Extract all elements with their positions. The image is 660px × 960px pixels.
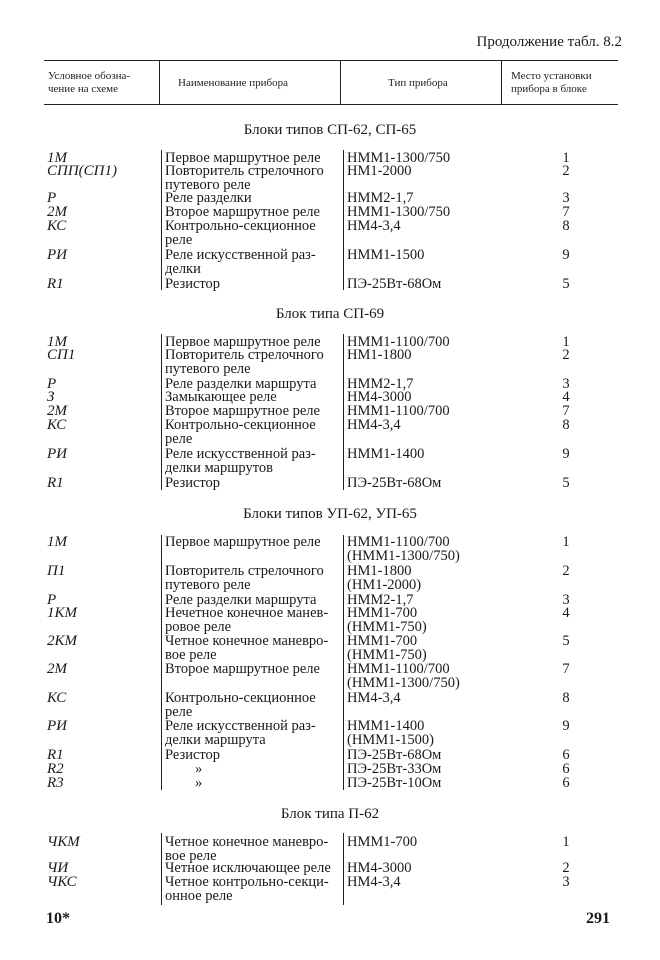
- device-type-line: НММ1-700: [347, 633, 418, 649]
- device-name-line: Контрольно-секционное: [165, 218, 316, 234]
- mounting-place-cell: 7: [562, 661, 570, 677]
- device-type-line: (НМ1-2000): [347, 577, 422, 593]
- device-name-line: делки маршрутов: [165, 460, 273, 476]
- mounting-place-cell: 8: [562, 218, 570, 234]
- column-rule-middle: [343, 150, 344, 290]
- column-header-name: Наименование прибора: [178, 77, 289, 89]
- column-header-designation: Условное обозна- чение на схеме: [48, 70, 131, 95]
- mounting-place-cell: 1: [562, 834, 570, 850]
- device-name-cell: [165, 564, 343, 592]
- device-type-cell: [347, 277, 497, 291]
- designation-cell: РИ: [47, 247, 67, 263]
- device-name-line: Контрольно-секционное: [165, 417, 316, 433]
- designation-cell: R1: [47, 475, 64, 491]
- designation-cell: ЧКМ: [47, 834, 80, 850]
- mounting-place-cell: 5: [562, 633, 570, 649]
- device-type-cell: [347, 762, 497, 776]
- device-type-cell: [347, 476, 497, 490]
- device-type-line: НМ4-3,4: [347, 218, 401, 234]
- device-name-line: Второе маршрутное реле: [165, 661, 320, 677]
- device-name-cell: [165, 191, 343, 205]
- designation-cell: 1М: [47, 334, 67, 350]
- device-type-cell: [347, 861, 497, 875]
- device-name-cell: [165, 762, 343, 776]
- mounting-place-cell: 2: [562, 347, 570, 363]
- device-name-line: делки маршрута: [165, 732, 266, 748]
- device-name-line: Четное контрольно-секци-: [165, 874, 329, 890]
- page-number: 291: [586, 910, 610, 927]
- device-name-cell: [165, 404, 343, 418]
- device-type-cell: [347, 875, 497, 889]
- device-name-line: вое реле: [165, 647, 217, 663]
- device-name-cell: [165, 390, 343, 404]
- device-type-line: НМ4-3000: [347, 860, 412, 876]
- designation-cell: КС: [47, 417, 67, 433]
- device-type-line: ПЭ-25Вт-68Ом: [347, 276, 442, 292]
- device-name-cell: [165, 447, 343, 475]
- header-bottom-rule: [44, 104, 618, 105]
- designation-cell: П1: [47, 563, 66, 579]
- device-name-line: Резистор: [165, 475, 221, 491]
- device-name-line: »: [195, 775, 203, 791]
- mounting-place-cell: 3: [562, 592, 570, 608]
- designation-cell: СП1: [47, 347, 76, 363]
- mounting-place-cell: 9: [562, 247, 570, 263]
- device-name-cell: [165, 418, 343, 446]
- designation-cell: РИ: [47, 446, 67, 462]
- device-type-cell: [347, 835, 497, 849]
- column-rule-middle: [343, 535, 344, 790]
- device-name-cell: [165, 606, 343, 634]
- device-type-cell: [347, 219, 497, 233]
- device-name-line: онное реле: [165, 888, 233, 904]
- mounting-place-cell: 8: [562, 690, 570, 706]
- device-type-line: НММ1-1100/700: [347, 403, 450, 419]
- device-name-cell: [165, 277, 343, 291]
- device-type-line: НМ1-1800: [347, 347, 412, 363]
- device-name-cell: [165, 875, 343, 903]
- device-name-line: Резистор: [165, 747, 221, 763]
- mounting-place-cell: 9: [562, 718, 570, 734]
- device-type-cell: [347, 348, 497, 362]
- device-name-cell: [165, 248, 343, 276]
- device-type-line: НММ1-1100/700: [347, 661, 450, 677]
- device-type-cell: [347, 662, 497, 690]
- designation-cell: СПП(СП1): [47, 163, 117, 179]
- device-type-line: ПЭ-25Вт-68Ом: [347, 747, 442, 763]
- device-name-line: Контрольно-секционное: [165, 690, 316, 706]
- mounting-place-cell: 7: [562, 204, 570, 220]
- mounting-place-cell: 2: [562, 163, 570, 179]
- column-header-place: Место установки прибора в блоке: [511, 70, 592, 95]
- device-name-line: вое реле: [165, 848, 217, 864]
- mounting-place-cell: 5: [562, 276, 570, 292]
- section-title: Блоки типов СП-62, СП-65: [243, 122, 417, 138]
- designation-cell: З: [47, 389, 55, 405]
- mounting-place-cell: 1: [562, 534, 570, 550]
- header-divider-2: [340, 60, 341, 104]
- designation-cell: Р: [47, 190, 57, 206]
- mounting-place-cell: 2: [562, 860, 570, 876]
- device-type-cell: [347, 248, 497, 262]
- column-rule-left: [161, 833, 162, 905]
- device-name-line: Первое маршрутное реле: [165, 534, 321, 550]
- device-type-cell: [347, 404, 497, 418]
- device-type-cell: [347, 634, 497, 662]
- device-name-line: Второе маршрутное реле: [165, 204, 320, 220]
- device-name-line: реле: [165, 431, 193, 447]
- device-type-line: ПЭ-25Вт-33Ом: [347, 761, 442, 777]
- device-name-line: Четное конечное маневро-: [165, 834, 329, 850]
- device-name-line: Нечетное конечное манев-: [165, 605, 329, 621]
- device-name-cell: [165, 748, 343, 762]
- device-type-line: НММ1-700: [347, 605, 418, 621]
- table-continuation-label: Продолжение табл. 8.2: [476, 34, 622, 50]
- device-name-line: Реле разделки маршрута: [165, 592, 317, 608]
- device-type-line: (НММ1-1500): [347, 732, 434, 748]
- device-name-line: Резистор: [165, 276, 221, 292]
- device-name-cell: [165, 476, 343, 490]
- device-type-line: ПЭ-25Вт-68Ом: [347, 475, 442, 491]
- designation-cell: R1: [47, 747, 64, 763]
- device-name-line: Реле разделки: [165, 190, 252, 206]
- mounting-place-cell: 4: [562, 605, 570, 621]
- section-title: Блоки типов УП-62, УП-65: [243, 506, 417, 522]
- device-type-line: ПЭ-25Вт-10Ом: [347, 775, 442, 791]
- device-name-cell: [165, 861, 343, 875]
- device-name-line: ровое реле: [165, 619, 232, 635]
- section-title: Блок типа П-62: [280, 806, 380, 822]
- device-name-cell: [165, 776, 343, 790]
- designation-cell: 1М: [47, 150, 67, 166]
- designation-cell: КС: [47, 218, 67, 234]
- mounting-place-cell: 3: [562, 376, 570, 392]
- device-name-cell: [165, 205, 343, 219]
- header-divider-1: [159, 60, 160, 104]
- mounting-place-cell: 1: [562, 150, 570, 166]
- device-name-cell: [165, 164, 343, 192]
- designation-cell: Р: [47, 376, 57, 392]
- designation-cell: 2М: [47, 204, 67, 220]
- column-rule-left: [161, 150, 162, 290]
- device-type-line: НМ4-3,4: [347, 690, 401, 706]
- designation-cell: ЧИ: [47, 860, 69, 876]
- mounting-place-cell: 6: [562, 761, 570, 777]
- device-name-cell: [165, 719, 343, 747]
- device-type-line: НММ2-1,7: [347, 592, 414, 608]
- device-name-line: Реле разделки маршрута: [165, 376, 317, 392]
- designation-cell: 1КМ: [47, 605, 77, 621]
- device-name-line: реле: [165, 232, 193, 248]
- designation-cell: R3: [47, 775, 64, 791]
- device-type-cell: [347, 748, 497, 762]
- device-name-line: Реле искусственной раз-: [165, 718, 316, 734]
- device-name-line: путевого реле: [165, 177, 251, 193]
- device-type-line: НММ2-1,7: [347, 376, 414, 392]
- device-type-line: (НММ1-750): [347, 619, 427, 635]
- device-type-cell: [347, 164, 497, 178]
- mounting-place-cell: 7: [562, 403, 570, 419]
- device-name-line: путевого реле: [165, 361, 251, 377]
- header-divider-3: [501, 60, 502, 104]
- column-rule-middle: [343, 334, 344, 490]
- mounting-place-cell: 6: [562, 775, 570, 791]
- designation-cell: ЧКС: [47, 874, 77, 890]
- device-type-line: НМ4-3000: [347, 389, 412, 405]
- mounting-place-cell: 2: [562, 563, 570, 579]
- designation-cell: КС: [47, 690, 67, 706]
- mounting-place-cell: 6: [562, 747, 570, 763]
- device-type-cell: [347, 606, 497, 634]
- device-type-line: НММ1-1100/700: [347, 534, 450, 550]
- device-name-cell: [165, 634, 343, 662]
- device-type-line: НММ2-1,7: [347, 190, 414, 206]
- designation-cell: 2М: [47, 661, 67, 677]
- signature-mark: 10*: [46, 910, 70, 927]
- device-type-line: НММ1-1500: [347, 247, 425, 263]
- device-name-cell: [165, 691, 343, 719]
- mounting-place-cell: 3: [562, 874, 570, 890]
- device-name-line: Первое маршрутное реле: [165, 334, 321, 350]
- device-type-cell: [347, 719, 497, 747]
- mounting-place-cell: 5: [562, 475, 570, 491]
- device-name-line: путевого реле: [165, 577, 251, 593]
- device-name-line: »: [195, 761, 203, 777]
- mounting-place-cell: 1: [562, 334, 570, 350]
- device-name-line: Повторитель стрелочного: [165, 347, 324, 363]
- device-type-line: НММ1-1300/750: [347, 150, 451, 166]
- device-type-cell: [347, 535, 497, 563]
- device-type-cell: [347, 418, 497, 432]
- column-rule-middle: [343, 833, 344, 905]
- device-type-line: НММ1-1100/700: [347, 334, 450, 350]
- device-name-cell: [165, 219, 343, 247]
- designation-cell: 2М: [47, 403, 67, 419]
- column-rule-left: [161, 535, 162, 790]
- mounting-place-cell: 4: [562, 389, 570, 405]
- device-name-line: Первое маршрутное реле: [165, 150, 321, 166]
- device-type-line: НММ1-1300/750: [347, 204, 451, 220]
- device-name-line: делки: [165, 261, 201, 277]
- device-name-line: реле: [165, 704, 193, 720]
- device-type-line: НМ1-2000: [347, 163, 412, 179]
- designation-cell: 2КМ: [47, 633, 77, 649]
- device-name-line: Замыкающее реле: [165, 389, 277, 405]
- device-name-line: Второе маршрутное реле: [165, 403, 320, 419]
- mounting-place-cell: 8: [562, 417, 570, 433]
- device-name-line: Повторитель стрелочного: [165, 163, 324, 179]
- device-type-line: НМ4-3,4: [347, 874, 401, 890]
- device-type-cell: [347, 776, 497, 790]
- device-name-cell: [165, 835, 343, 863]
- designation-cell: 1М: [47, 534, 67, 550]
- device-name-line: Повторитель стрелочного: [165, 563, 324, 579]
- designation-cell: РИ: [47, 718, 67, 734]
- device-name-line: Четное конечное маневро-: [165, 633, 329, 649]
- column-header-type: Тип прибора: [388, 77, 448, 89]
- device-name-cell: [165, 662, 343, 676]
- device-type-line: (НММ1-750): [347, 647, 427, 663]
- device-type-cell: [347, 447, 497, 461]
- device-name-line: Реле искусственной раз-: [165, 247, 316, 263]
- mounting-place-cell: 9: [562, 446, 570, 462]
- device-type-cell: [347, 390, 497, 404]
- header-top-rule: [44, 60, 618, 61]
- device-name-line: Четное исключающее реле: [165, 860, 331, 876]
- device-name-cell: [165, 535, 343, 549]
- device-name-cell: [165, 348, 343, 376]
- device-type-cell: [347, 191, 497, 205]
- designation-cell: R2: [47, 761, 64, 777]
- column-rule-left: [161, 334, 162, 490]
- designation-cell: Р: [47, 592, 57, 608]
- device-type-line: НМ1-1800: [347, 563, 412, 579]
- device-type-line: НММ1-1400: [347, 446, 425, 462]
- device-type-line: НММ1-700: [347, 834, 418, 850]
- device-type-line: (НММ1-1300/750): [347, 548, 460, 564]
- device-type-line: (НММ1-1300/750): [347, 675, 460, 691]
- device-type-cell: [347, 205, 497, 219]
- mounting-place-cell: 3: [562, 190, 570, 206]
- device-type-line: НМ4-3,4: [347, 417, 401, 433]
- device-type-cell: [347, 564, 497, 592]
- device-type-cell: [347, 691, 497, 705]
- designation-cell: R1: [47, 276, 64, 292]
- section-title: Блок типа СП-69: [275, 306, 385, 322]
- device-type-line: НММ1-1400: [347, 718, 425, 734]
- device-name-line: Реле искусственной раз-: [165, 446, 316, 462]
